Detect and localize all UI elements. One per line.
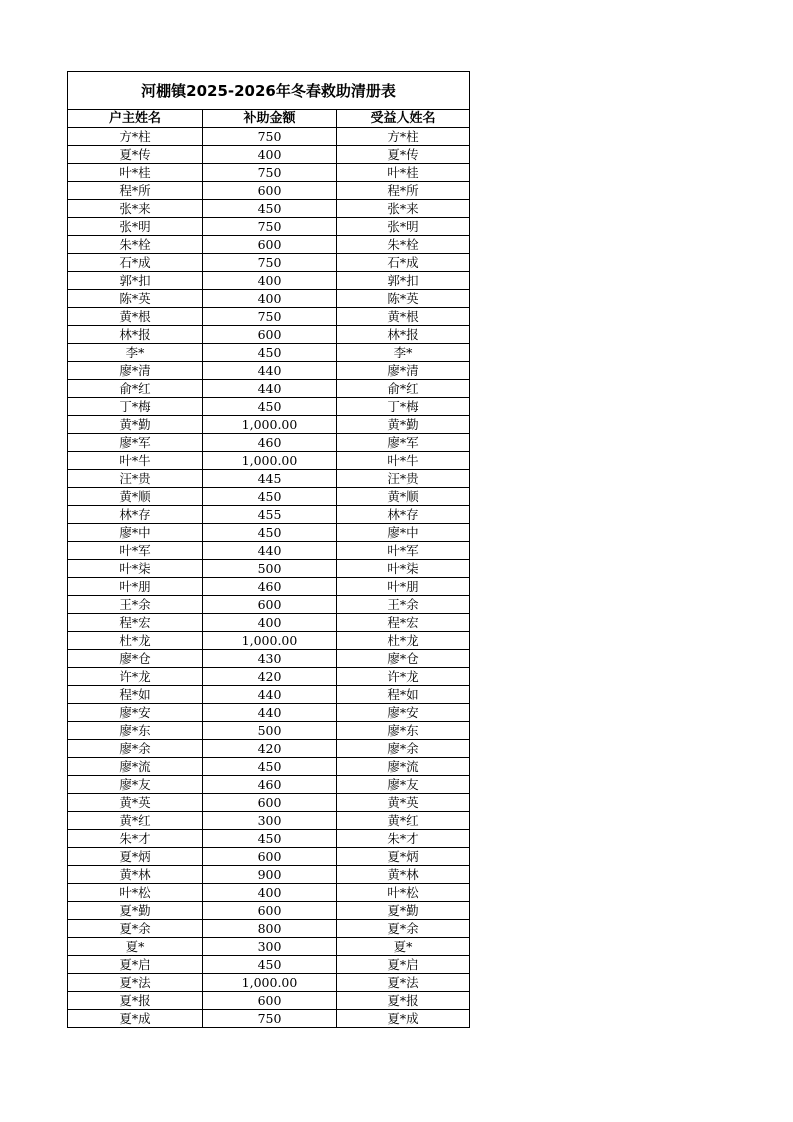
- household-head-cell: 廖*友: [68, 776, 203, 794]
- subsidy-amount-cell: 600: [203, 236, 337, 254]
- beneficiary-cell: 夏*报: [337, 992, 470, 1010]
- table-row: [68, 992, 470, 1010]
- subsidy-amount-cell: 400: [203, 272, 337, 290]
- beneficiary-cell: 黄*顺: [337, 488, 470, 506]
- table-row: [68, 704, 470, 722]
- subsidy-amount-cell: 300: [203, 812, 337, 830]
- household-head-cell: 朱*栓: [68, 236, 203, 254]
- household-head-cell: 叶*柒: [68, 560, 203, 578]
- table-row: [68, 848, 470, 866]
- subsidy-amount-cell: 1,000.00: [203, 416, 337, 434]
- table-row: [68, 920, 470, 938]
- household-head-cell: 石*成: [68, 254, 203, 272]
- beneficiary-cell: 叶*军: [337, 542, 470, 560]
- household-head-cell: 叶*松: [68, 884, 203, 902]
- table-row: [68, 632, 470, 650]
- subsidy-amount-cell: 460: [203, 578, 337, 596]
- subsidy-amount-cell: 1,000.00: [203, 632, 337, 650]
- household-head-cell: 陈*英: [68, 290, 203, 308]
- subsidy-amount-cell: 440: [203, 704, 337, 722]
- beneficiary-cell: 廖*余: [337, 740, 470, 758]
- household-head-cell: 夏*勤: [68, 902, 203, 920]
- table-row: [68, 308, 470, 326]
- subsidy-amount-cell: 450: [203, 956, 337, 974]
- subsidy-amount-cell: 450: [203, 344, 337, 362]
- table-row: [68, 362, 470, 380]
- household-head-cell: 叶*军: [68, 542, 203, 560]
- subsidy-amount-cell: 600: [203, 326, 337, 344]
- household-head-cell: 汪*贵: [68, 470, 203, 488]
- table-row: [68, 758, 470, 776]
- household-head-cell: 廖*中: [68, 524, 203, 542]
- table-row: [68, 1010, 470, 1028]
- subsidy-amount-cell: 455: [203, 506, 337, 524]
- subsidy-amount-cell: 450: [203, 524, 337, 542]
- subsidy-amount-cell: 600: [203, 794, 337, 812]
- household-head-cell: 黄*林: [68, 866, 203, 884]
- household-head-cell: 夏*报: [68, 992, 203, 1010]
- table-title: 河棚镇2025-2026年冬春救助清册表: [68, 72, 470, 110]
- table-row: [68, 686, 470, 704]
- table-row: [68, 722, 470, 740]
- subsidy-amount-cell: 460: [203, 776, 337, 794]
- table-row: [68, 236, 470, 254]
- beneficiary-cell: 林*报: [337, 326, 470, 344]
- household-head-cell: 王*余: [68, 596, 203, 614]
- household-head-cell: 廖*流: [68, 758, 203, 776]
- household-head-cell: 林*存: [68, 506, 203, 524]
- household-head-cell: 黄*勤: [68, 416, 203, 434]
- relief-register-table: [67, 71, 470, 1028]
- household-head-cell: 夏*余: [68, 920, 203, 938]
- table-row: [68, 794, 470, 812]
- beneficiary-cell: 张*来: [337, 200, 470, 218]
- beneficiary-cell: 夏*余: [337, 920, 470, 938]
- beneficiary-cell: 朱*栓: [337, 236, 470, 254]
- subsidy-amount-cell: 300: [203, 938, 337, 956]
- table-row: [68, 452, 470, 470]
- beneficiary-cell: 夏*传: [337, 146, 470, 164]
- table-row: [68, 812, 470, 830]
- title-row: [68, 72, 470, 110]
- household-head-cell: 廖*余: [68, 740, 203, 758]
- beneficiary-cell: 廖*安: [337, 704, 470, 722]
- household-head-cell: 张*来: [68, 200, 203, 218]
- beneficiary-cell: 叶*松: [337, 884, 470, 902]
- household-head-cell: 杜*龙: [68, 632, 203, 650]
- beneficiary-cell: 程*所: [337, 182, 470, 200]
- subsidy-amount-cell: 420: [203, 668, 337, 686]
- column-header-subsidy-amount: 补助金额: [203, 110, 337, 128]
- household-head-cell: 夏*成: [68, 1010, 203, 1028]
- table-row: [68, 146, 470, 164]
- beneficiary-cell: 程*如: [337, 686, 470, 704]
- table-row: [68, 884, 470, 902]
- household-head-cell: 程*如: [68, 686, 203, 704]
- table-row: [68, 290, 470, 308]
- beneficiary-cell: 黄*根: [337, 308, 470, 326]
- household-head-cell: 黄*顺: [68, 488, 203, 506]
- beneficiary-cell: 郭*扣: [337, 272, 470, 290]
- subsidy-amount-cell: 440: [203, 542, 337, 560]
- household-head-cell: 叶*朋: [68, 578, 203, 596]
- beneficiary-cell: 汪*贵: [337, 470, 470, 488]
- table-row: [68, 650, 470, 668]
- beneficiary-cell: 陈*英: [337, 290, 470, 308]
- household-head-cell: 俞*红: [68, 380, 203, 398]
- table-row: [68, 938, 470, 956]
- household-head-cell: 黄*根: [68, 308, 203, 326]
- subsidy-amount-cell: 750: [203, 254, 337, 272]
- household-head-cell: 夏*: [68, 938, 203, 956]
- table-row: [68, 326, 470, 344]
- subsidy-amount-cell: 800: [203, 920, 337, 938]
- household-head-cell: 叶*牛: [68, 452, 203, 470]
- beneficiary-cell: 夏*勤: [337, 902, 470, 920]
- column-header-household-head: 户主姓名: [68, 110, 203, 128]
- table-row: [68, 956, 470, 974]
- table-row: [68, 524, 470, 542]
- beneficiary-cell: 方*柱: [337, 128, 470, 146]
- subsidy-amount-cell: 750: [203, 308, 337, 326]
- header-row: [68, 110, 470, 128]
- subsidy-amount-cell: 600: [203, 902, 337, 920]
- table-row: [68, 416, 470, 434]
- household-head-cell: 郭*扣: [68, 272, 203, 290]
- beneficiary-cell: 李*: [337, 344, 470, 362]
- household-head-cell: 叶*桂: [68, 164, 203, 182]
- household-head-cell: 许*龙: [68, 668, 203, 686]
- subsidy-amount-cell: 400: [203, 884, 337, 902]
- household-head-cell: 李*: [68, 344, 203, 362]
- subsidy-amount-cell: 400: [203, 290, 337, 308]
- beneficiary-cell: 廖*友: [337, 776, 470, 794]
- beneficiary-cell: 许*龙: [337, 668, 470, 686]
- household-head-cell: 林*报: [68, 326, 203, 344]
- household-head-cell: 夏*法: [68, 974, 203, 992]
- subsidy-amount-cell: 450: [203, 758, 337, 776]
- table-row: [68, 182, 470, 200]
- subsidy-amount-cell: 445: [203, 470, 337, 488]
- household-head-cell: 廖*东: [68, 722, 203, 740]
- subsidy-amount-cell: 450: [203, 488, 337, 506]
- beneficiary-cell: 杜*龙: [337, 632, 470, 650]
- table-row: [68, 344, 470, 362]
- household-head-cell: 廖*军: [68, 434, 203, 452]
- subsidy-amount-cell: 1,000.00: [203, 974, 337, 992]
- household-head-cell: 黄*英: [68, 794, 203, 812]
- table-row: [68, 542, 470, 560]
- table-row: [68, 614, 470, 632]
- subsidy-amount-cell: 1,000.00: [203, 452, 337, 470]
- beneficiary-cell: 程*宏: [337, 614, 470, 632]
- beneficiary-cell: 夏*成: [337, 1010, 470, 1028]
- household-head-cell: 夏*启: [68, 956, 203, 974]
- table-row: [68, 776, 470, 794]
- table-row: [68, 506, 470, 524]
- table-row: [68, 974, 470, 992]
- subsidy-amount-cell: 450: [203, 830, 337, 848]
- beneficiary-cell: 廖*仓: [337, 650, 470, 668]
- subsidy-amount-cell: 400: [203, 614, 337, 632]
- table-row: [68, 380, 470, 398]
- beneficiary-cell: 石*成: [337, 254, 470, 272]
- table-row: [68, 560, 470, 578]
- household-head-cell: 方*柱: [68, 128, 203, 146]
- household-head-cell: 夏*传: [68, 146, 203, 164]
- beneficiary-cell: 叶*柒: [337, 560, 470, 578]
- beneficiary-cell: 王*余: [337, 596, 470, 614]
- beneficiary-cell: 廖*流: [337, 758, 470, 776]
- table-row: [68, 128, 470, 146]
- subsidy-amount-cell: 750: [203, 164, 337, 182]
- household-head-cell: 黄*红: [68, 812, 203, 830]
- table-row: [68, 902, 470, 920]
- beneficiary-cell: 廖*中: [337, 524, 470, 542]
- table-row: [68, 218, 470, 236]
- household-head-cell: 张*明: [68, 218, 203, 236]
- subsidy-amount-cell: 600: [203, 596, 337, 614]
- beneficiary-cell: 夏*法: [337, 974, 470, 992]
- beneficiary-cell: 夏*启: [337, 956, 470, 974]
- subsidy-amount-cell: 450: [203, 200, 337, 218]
- table-row: [68, 200, 470, 218]
- table-row: [68, 668, 470, 686]
- subsidy-amount-cell: 500: [203, 560, 337, 578]
- subsidy-amount-cell: 600: [203, 182, 337, 200]
- subsidy-amount-cell: 420: [203, 740, 337, 758]
- subsidy-amount-cell: 430: [203, 650, 337, 668]
- beneficiary-cell: 林*存: [337, 506, 470, 524]
- subsidy-amount-cell: 440: [203, 686, 337, 704]
- beneficiary-cell: 俞*红: [337, 380, 470, 398]
- beneficiary-cell: 夏*炳: [337, 848, 470, 866]
- subsidy-amount-cell: 600: [203, 992, 337, 1010]
- table-row: [68, 470, 470, 488]
- beneficiary-cell: 黄*英: [337, 794, 470, 812]
- household-head-cell: 程*所: [68, 182, 203, 200]
- beneficiary-cell: 廖*东: [337, 722, 470, 740]
- beneficiary-cell: 黄*林: [337, 866, 470, 884]
- table-row: [68, 830, 470, 848]
- subsidy-amount-cell: 460: [203, 434, 337, 452]
- household-head-cell: 夏*炳: [68, 848, 203, 866]
- household-head-cell: 丁*梅: [68, 398, 203, 416]
- beneficiary-cell: 夏*: [337, 938, 470, 956]
- subsidy-amount-cell: 440: [203, 362, 337, 380]
- beneficiary-cell: 叶*朋: [337, 578, 470, 596]
- beneficiary-cell: 叶*牛: [337, 452, 470, 470]
- subsidy-amount-cell: 750: [203, 218, 337, 236]
- subsidy-amount-cell: 600: [203, 848, 337, 866]
- household-head-cell: 程*宏: [68, 614, 203, 632]
- beneficiary-cell: 黄*勤: [337, 416, 470, 434]
- household-head-cell: 朱*才: [68, 830, 203, 848]
- table-body: [68, 128, 470, 1028]
- subsidy-amount-cell: 440: [203, 380, 337, 398]
- subsidy-amount-cell: 750: [203, 128, 337, 146]
- table-row: [68, 254, 470, 272]
- table-row: [68, 434, 470, 452]
- column-header-beneficiary: 受益人姓名: [337, 110, 470, 128]
- subsidy-amount-cell: 450: [203, 398, 337, 416]
- beneficiary-cell: 廖*军: [337, 434, 470, 452]
- table-row: [68, 488, 470, 506]
- beneficiary-cell: 廖*清: [337, 362, 470, 380]
- table-row: [68, 578, 470, 596]
- beneficiary-cell: 朱*才: [337, 830, 470, 848]
- subsidy-amount-cell: 500: [203, 722, 337, 740]
- beneficiary-cell: 黄*红: [337, 812, 470, 830]
- table-row: [68, 272, 470, 290]
- beneficiary-cell: 丁*梅: [337, 398, 470, 416]
- subsidy-amount-cell: 900: [203, 866, 337, 884]
- table-row: [68, 164, 470, 182]
- table-row: [68, 398, 470, 416]
- table-row: [68, 596, 470, 614]
- subsidy-amount-cell: 750: [203, 1010, 337, 1028]
- beneficiary-cell: 张*明: [337, 218, 470, 236]
- subsidy-amount-cell: 400: [203, 146, 337, 164]
- beneficiary-cell: 叶*桂: [337, 164, 470, 182]
- household-head-cell: 廖*仓: [68, 650, 203, 668]
- household-head-cell: 廖*清: [68, 362, 203, 380]
- household-head-cell: 廖*安: [68, 704, 203, 722]
- table-row: [68, 740, 470, 758]
- table-row: [68, 866, 470, 884]
